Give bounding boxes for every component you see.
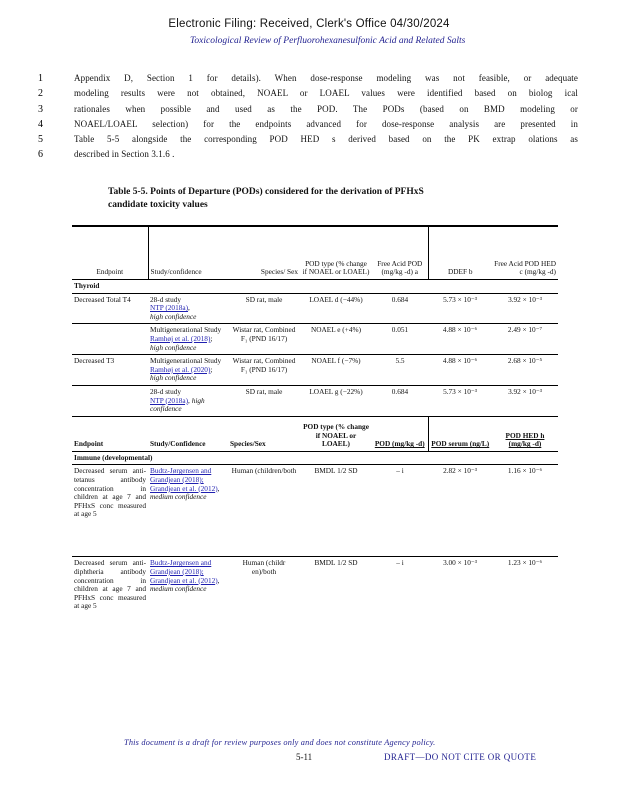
table-row: [72, 355, 558, 386]
confidence-label: high confidence: [150, 395, 205, 414]
cell-hed: 3.92 × 10⁻³: [492, 293, 558, 324]
cell-study: [148, 465, 228, 557]
table-row: [72, 385, 558, 416]
cell-ddef: 5.73 × 10⁻³: [428, 293, 492, 324]
col-header-species: Species/ Sex: [228, 226, 300, 280]
line-number: 3: [38, 103, 43, 115]
table-row: [72, 465, 558, 557]
table-row: [72, 293, 558, 324]
confidence-label: high confidence: [150, 342, 197, 352]
confidence-label: high confidence: [150, 311, 197, 321]
col-header-study: Study/confidence: [148, 226, 228, 280]
cell-pod-type: NOAEL e (+4%): [300, 324, 372, 355]
line-text: Appendix D, Section 1 for details). When dose-response modeling was not feasible, or adequate: [74, 73, 578, 83]
col-header-endpoint: Endpoint: [72, 416, 148, 451]
cell-study: [148, 324, 228, 355]
col-header-pod: POD (mg/kg -d): [372, 416, 428, 451]
cell-pod-serum: 3.00 × 10⁻³: [443, 558, 477, 568]
cell-species: Wistar rat, Combined F₁ (PND 16/17): [228, 324, 300, 355]
cell-endpoint: Decreased serum anti-tetanus antibody concentration in children at age 7 and PFHxS conc measured at age 5: [72, 465, 148, 557]
table-row: [72, 324, 558, 355]
pod-table: [72, 225, 558, 649]
cell-study: [148, 557, 228, 649]
cell-pod-type: LOAEL g (−22%): [300, 385, 372, 416]
cell-ddef: 4.88 × 10⁻⁶: [428, 324, 492, 355]
col-header-pod-type: POD type (% change if NOAEL or LOAEL): [300, 416, 372, 451]
study-text: 28-d study: [150, 294, 182, 304]
confidence-label: medium confidence: [150, 492, 207, 502]
text-line: [38, 73, 578, 88]
caption-line: Table 5-5. Points of Departure (PODs) considered for the derivation of PFHxS: [108, 187, 424, 197]
line-number: 2: [38, 88, 43, 100]
caption-line: candidate toxicity values: [108, 200, 208, 210]
study-link[interactable]: Budtz-Jørgensen and Grandjean (2018); Grandjean et al. (2012): [150, 558, 218, 585]
cell-pod-type: NOAEL f (−7%): [300, 355, 372, 386]
line-text: described in Section 3.1.6 .: [74, 149, 175, 160]
cell-pod: 5.5: [372, 355, 428, 386]
cell-hed: 2.68 × 10⁻⁵: [492, 355, 558, 386]
cell-endpoint: Decreased serum anti-diphtheria antibody concentration in children at age 7 and PFHxS conc measured at age 5: [74, 558, 146, 611]
study-text: Multigenerational Study: [150, 325, 222, 335]
col-header-species: Species/Sex: [228, 416, 300, 451]
text-line: [38, 104, 578, 119]
text-line: [38, 149, 578, 164]
study-link[interactable]: Budtz-Jørgensen and Grandjean (2018); Grandjean et al. (2012): [150, 466, 218, 493]
cell-species: Human (children/both: [228, 465, 300, 557]
line-number: 1: [38, 73, 43, 84]
cell-pod: 0.684: [372, 385, 428, 416]
cell-hed: 1.23 × 10⁻⁶: [507, 558, 543, 568]
cell-ddef: 4.88 × 10⁻⁶: [428, 355, 492, 386]
col-header-pod-hed: POD HED h (mg/kg -d): [492, 416, 558, 451]
cell-study: [148, 385, 228, 416]
cell-pod-type: BMDL 1/2 SD: [314, 558, 358, 568]
col-header-ddef: DDEF b: [428, 226, 492, 280]
line-text: NOAEL/LOAEL selection) for the endpoints advanced for dose-response analysis are presented in: [74, 118, 578, 129]
cell-endpoint: Decreased Total T4: [72, 293, 148, 324]
table-header-row: [72, 416, 558, 451]
col-header-endpoint: Endpoint: [72, 226, 148, 280]
cell-study: [148, 293, 228, 324]
study-sep: ,: [217, 483, 220, 493]
study-link[interactable]: NTP (2018a): [150, 303, 189, 313]
study-link[interactable]: Ramhøj et al. (2018): [150, 333, 211, 343]
cell-species: Wistar rat, Combined F₁ (PND 16/17): [228, 355, 300, 386]
text-line: [38, 119, 578, 134]
line-number: 4: [38, 118, 43, 130]
table-caption: [108, 186, 538, 212]
col-header-study: Study/Confidence: [148, 416, 228, 451]
cell-species: SD rat, male: [228, 385, 300, 416]
cell-ddef: 5.73 × 10⁻³: [428, 385, 492, 416]
col-header-pod-hed: Free Acid POD HED c (mg/kg -d): [492, 226, 558, 280]
col-header-pod-serum: POD serum (ng/L): [428, 416, 492, 451]
table-header-row: [72, 226, 558, 280]
line-number: 5: [38, 134, 43, 146]
cell-pod: – i: [372, 465, 428, 557]
study-sep: ,: [188, 395, 190, 405]
cell-hed: 2.49 × 10⁻⁷: [492, 324, 558, 355]
col-header-pod-type: POD type (% change if NOAEL or LOAEL): [300, 226, 372, 280]
cell-species: Human (childr en)/both: [242, 558, 286, 576]
study-link[interactable]: NTP (2018a): [150, 395, 189, 405]
cell-pod: 0.684: [372, 293, 428, 324]
section-label: Immune (developmental): [72, 451, 558, 465]
text-line: [38, 134, 578, 149]
cell-endpoint: Decreased T3: [72, 355, 148, 386]
study-text: Multigenerational Study: [150, 356, 222, 366]
draft-label: DRAFT—DO NOT CITE OR QUOTE: [384, 752, 537, 762]
draft-disclaimer: This document is a draft for review purposes only and does not constitute Agency policy.: [124, 738, 436, 747]
filing-stamp: Electronic Filing: Received, Clerk's Office 04/30/2024: [168, 18, 450, 30]
col-header-free-acid-pod: Free Acid POD (mg/kg -d) a: [372, 226, 428, 280]
line-text: rationales when possible and used as the POD. The PODs (based on BMD modeling or: [74, 103, 578, 114]
line-text: Table 5-5 alongside the corresponding POD HED s derived based on the PK extrap olations as: [74, 134, 578, 145]
study-sep: ;: [210, 333, 213, 343]
line-text: modeling results were not obtained, NOAEL or LOAEL values were identified based on biolog ical: [74, 88, 578, 99]
section-row: [72, 280, 558, 294]
section-row: [72, 451, 558, 465]
cell-pod-type: LOAEL d (−44%): [300, 293, 372, 324]
cell-pod: 0.051: [372, 324, 428, 355]
study-link[interactable]: Ramhøj et al. (2020): [150, 364, 211, 374]
table-row: [72, 557, 558, 649]
study-text: 28-d study: [150, 386, 182, 396]
text-line: [38, 88, 578, 103]
running-title: Toxicological Review of Perfluorohexanesulfonic Acid and Related Salts: [190, 36, 466, 46]
cell-hed: 1.16 × 10⁻⁶: [492, 465, 558, 557]
cell-species: SD rat, male: [228, 293, 300, 324]
body-text: [38, 73, 578, 165]
cell-hed: 3.92 × 10⁻³: [492, 385, 558, 416]
cell-pod-type: BMDL 1/2 SD: [300, 465, 372, 557]
cell-pod-serum: 2.82 × 10⁻³: [428, 465, 492, 557]
confidence-label: medium confidence: [150, 584, 207, 594]
line-number: 6: [38, 149, 43, 161]
page-number: 5-11: [296, 752, 313, 762]
confidence-label: high confidence: [150, 373, 197, 383]
study-sep: ,: [188, 303, 190, 313]
section-label: Thyroid: [72, 280, 558, 294]
cell-pod: – i: [396, 558, 404, 568]
study-sep: ;: [210, 364, 213, 374]
cell-study: [148, 355, 228, 386]
cell-endpoint: [72, 385, 148, 416]
study-sep: ,: [217, 575, 220, 585]
cell-endpoint: [72, 324, 148, 355]
